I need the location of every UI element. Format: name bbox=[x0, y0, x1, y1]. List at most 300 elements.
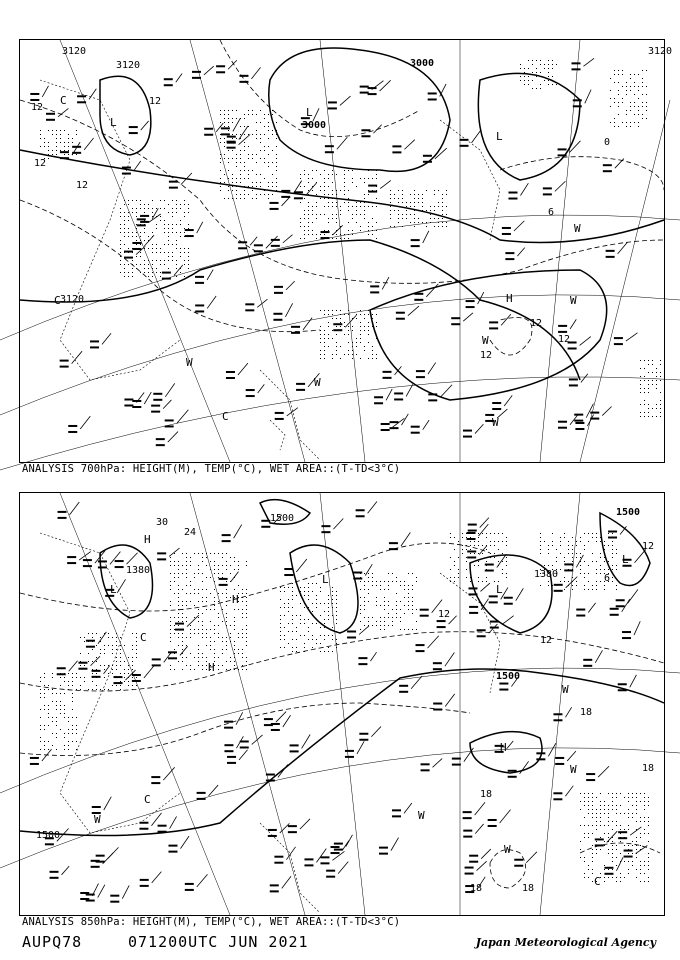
wet-dot bbox=[308, 222, 309, 223]
wet-dot bbox=[164, 252, 165, 253]
wet-dot bbox=[630, 102, 631, 103]
wet-dot bbox=[264, 146, 265, 147]
wet-dot bbox=[614, 126, 615, 127]
wet-dot bbox=[186, 577, 187, 578]
wet-dot bbox=[608, 849, 609, 850]
wet-dot bbox=[312, 210, 313, 211]
wet-dot bbox=[376, 206, 377, 207]
station-mark bbox=[618, 827, 641, 839]
wet-dot bbox=[372, 230, 373, 231]
wet-dot bbox=[198, 661, 199, 662]
wet-dot bbox=[116, 645, 117, 646]
wet-dot bbox=[168, 236, 169, 237]
wet-dot bbox=[618, 102, 619, 103]
wet-dot bbox=[52, 693, 53, 694]
wet-dot bbox=[636, 801, 637, 802]
wet-dot bbox=[462, 537, 463, 538]
height-label: 3120 bbox=[62, 46, 87, 57]
wet-dot bbox=[308, 587, 309, 588]
station-mark bbox=[416, 636, 439, 652]
wet-dot bbox=[232, 158, 233, 159]
wet-dot bbox=[614, 122, 615, 123]
wet-dot bbox=[640, 865, 641, 866]
wet-dot bbox=[356, 314, 357, 315]
wet-dot bbox=[136, 232, 137, 233]
wet-dot bbox=[636, 849, 637, 850]
wet-dot bbox=[412, 585, 413, 586]
wet-dot bbox=[532, 80, 533, 81]
wet-dot bbox=[80, 677, 81, 678]
wet-dot bbox=[364, 206, 365, 207]
wet-dot bbox=[170, 669, 171, 670]
wet-dot bbox=[660, 400, 661, 401]
wet-dot bbox=[332, 218, 333, 219]
wet-dot bbox=[172, 252, 173, 253]
wet-dot bbox=[238, 637, 239, 638]
wet-dot bbox=[540, 88, 541, 89]
wet-dot bbox=[652, 408, 653, 409]
wet-dot bbox=[226, 605, 227, 606]
wet-dot bbox=[148, 272, 149, 273]
wet-dot bbox=[596, 533, 597, 534]
wet-dot bbox=[308, 619, 309, 620]
wet-dot bbox=[56, 154, 57, 155]
wet-dot bbox=[324, 234, 325, 235]
wet-dot bbox=[234, 561, 235, 562]
wet-dot bbox=[368, 310, 369, 311]
wet-dot bbox=[218, 625, 219, 626]
wet-dot bbox=[648, 384, 649, 385]
wet-dot bbox=[628, 869, 629, 870]
wet-dot bbox=[124, 216, 125, 217]
wet-dot bbox=[210, 645, 211, 646]
wet-dot bbox=[336, 194, 337, 195]
wet-dot bbox=[630, 90, 631, 91]
wet-dot bbox=[540, 585, 541, 586]
wet-dot bbox=[336, 607, 337, 608]
wet-dot bbox=[580, 565, 581, 566]
wet-dot bbox=[446, 222, 447, 223]
station-mark bbox=[463, 424, 483, 437]
wet-dot bbox=[368, 194, 369, 195]
wet-dot bbox=[124, 244, 125, 245]
wet-dot bbox=[228, 158, 229, 159]
wet-dot bbox=[84, 641, 85, 642]
wet-dot bbox=[174, 561, 175, 562]
wet-dot bbox=[218, 669, 219, 670]
wet-dot bbox=[214, 653, 215, 654]
wet-dot bbox=[572, 577, 573, 578]
station-mark bbox=[504, 588, 524, 604]
wet-dot bbox=[416, 609, 417, 610]
wet-dot bbox=[242, 589, 243, 590]
wet-dot bbox=[352, 178, 353, 179]
wet-dot bbox=[628, 793, 629, 794]
station-mark bbox=[469, 849, 491, 863]
wet-dot bbox=[190, 665, 191, 666]
wet-dot bbox=[198, 621, 199, 622]
wet-dot bbox=[68, 138, 69, 139]
wet-dot bbox=[648, 388, 649, 389]
wet-dot bbox=[404, 605, 405, 606]
wet-dot bbox=[612, 793, 613, 794]
wet-dot bbox=[184, 216, 185, 217]
wet-dot bbox=[540, 537, 541, 538]
wet-dot bbox=[132, 276, 133, 277]
wet-dot bbox=[136, 645, 137, 646]
wet-dot bbox=[372, 178, 373, 179]
wet-dot bbox=[178, 661, 179, 662]
wet-dot bbox=[56, 717, 57, 718]
station-mark bbox=[60, 351, 82, 367]
wet-dot bbox=[72, 685, 73, 686]
wet-dot bbox=[218, 613, 219, 614]
wet-dot bbox=[288, 607, 289, 608]
wet-dot bbox=[328, 194, 329, 195]
wet-dot bbox=[224, 126, 225, 127]
wet-dot bbox=[632, 841, 633, 842]
wet-dot bbox=[276, 158, 277, 159]
wet-dot bbox=[656, 368, 657, 369]
wet-dot bbox=[172, 256, 173, 257]
wet-dot bbox=[276, 166, 277, 167]
wet-dot bbox=[632, 865, 633, 866]
wet-dot bbox=[210, 641, 211, 642]
wet-dot bbox=[608, 793, 609, 794]
wet-dot bbox=[232, 198, 233, 199]
station-mark bbox=[266, 764, 288, 781]
station-mark bbox=[165, 410, 189, 428]
wet-dot bbox=[220, 110, 221, 111]
wet-dot bbox=[56, 150, 57, 151]
wet-dot bbox=[136, 657, 137, 658]
wet-dot bbox=[268, 114, 269, 115]
wet-dot bbox=[584, 573, 585, 574]
wet-dot bbox=[92, 689, 93, 690]
wet-dot bbox=[226, 669, 227, 670]
wet-dot bbox=[72, 709, 73, 710]
cold-center: C bbox=[60, 94, 67, 107]
wet-dot bbox=[540, 549, 541, 550]
wet-dot bbox=[616, 549, 617, 550]
cold-center: C bbox=[144, 793, 151, 806]
wet-dot bbox=[478, 545, 479, 546]
station-mark bbox=[92, 797, 112, 814]
wet-dot bbox=[88, 661, 89, 662]
wet-dot bbox=[218, 593, 219, 594]
wet-dot bbox=[132, 268, 133, 269]
wet-dot bbox=[344, 322, 345, 323]
wet-dot bbox=[288, 599, 289, 600]
wet-dot bbox=[430, 214, 431, 215]
wet-dot bbox=[406, 210, 407, 211]
wet-dot bbox=[220, 158, 221, 159]
wet-dot bbox=[232, 174, 233, 175]
wet-dot bbox=[644, 829, 645, 830]
wet-dot bbox=[292, 631, 293, 632]
wet-dot bbox=[372, 581, 373, 582]
wet-dot bbox=[612, 797, 613, 798]
wet-dot bbox=[630, 126, 631, 127]
wet-dot bbox=[92, 681, 93, 682]
wet-dot bbox=[188, 264, 189, 265]
product-code: AUPQ78 bbox=[22, 933, 83, 951]
wet-dot bbox=[438, 190, 439, 191]
wet-dot bbox=[604, 809, 605, 810]
wet-dot bbox=[494, 557, 495, 558]
wet-dot bbox=[234, 641, 235, 642]
wet-dot bbox=[178, 633, 179, 634]
wet-dot bbox=[248, 134, 249, 135]
wet-dot bbox=[638, 110, 639, 111]
wet-dot bbox=[176, 204, 177, 205]
wet-dot bbox=[592, 537, 593, 538]
wet-dot bbox=[100, 649, 101, 650]
wet-dot bbox=[426, 226, 427, 227]
wet-dot bbox=[328, 310, 329, 311]
wet-dot bbox=[190, 653, 191, 654]
wet-dot bbox=[368, 617, 369, 618]
wet-dot bbox=[572, 549, 573, 550]
wet-dot bbox=[548, 68, 549, 69]
wet-dot bbox=[124, 681, 125, 682]
wet-dot bbox=[596, 817, 597, 818]
wet-dot bbox=[612, 821, 613, 822]
wet-dot bbox=[372, 354, 373, 355]
wet-dot bbox=[454, 577, 455, 578]
wet-dot bbox=[498, 549, 499, 550]
wet-dot bbox=[360, 338, 361, 339]
wet-dot bbox=[272, 194, 273, 195]
wet-dot bbox=[220, 142, 221, 143]
wet-dot bbox=[584, 805, 585, 806]
wet-dot bbox=[292, 591, 293, 592]
wet-dot bbox=[402, 226, 403, 227]
wet-dot bbox=[336, 326, 337, 327]
wet-dot bbox=[548, 64, 549, 65]
wet-dot bbox=[608, 877, 609, 878]
station-mark bbox=[124, 392, 144, 406]
wet-dot bbox=[364, 589, 365, 590]
wet-dot bbox=[48, 146, 49, 147]
wet-dot bbox=[648, 364, 649, 365]
wet-dot bbox=[422, 194, 423, 195]
wet-dot bbox=[360, 326, 361, 327]
wet-dot bbox=[630, 74, 631, 75]
wet-dot bbox=[324, 623, 325, 624]
wet-dot bbox=[336, 318, 337, 319]
wet-dot bbox=[388, 617, 389, 618]
wet-dot bbox=[636, 877, 637, 878]
station-mark bbox=[58, 502, 80, 519]
wet-dot bbox=[616, 881, 617, 882]
wet-dot bbox=[224, 138, 225, 139]
wet-dot bbox=[340, 358, 341, 359]
station-mark bbox=[68, 416, 90, 433]
wet-dot bbox=[232, 122, 233, 123]
wet-dot bbox=[72, 138, 73, 139]
station-mark bbox=[284, 559, 307, 576]
station-mark bbox=[270, 876, 291, 892]
wet-dot bbox=[494, 533, 495, 534]
wet-dot bbox=[398, 210, 399, 211]
wet-dot bbox=[226, 649, 227, 650]
wet-dot bbox=[228, 170, 229, 171]
wet-dot bbox=[368, 226, 369, 227]
wet-dot bbox=[584, 833, 585, 834]
wet-dot bbox=[188, 268, 189, 269]
wet-dot bbox=[622, 98, 623, 99]
wet-dot bbox=[300, 623, 301, 624]
wet-dot bbox=[68, 134, 69, 135]
wet-dot bbox=[656, 372, 657, 373]
wet-dot bbox=[352, 330, 353, 331]
station-mark bbox=[132, 392, 151, 408]
wet-dot bbox=[332, 182, 333, 183]
station-mark bbox=[389, 532, 410, 550]
wet-dot bbox=[320, 350, 321, 351]
wet-dot bbox=[532, 72, 533, 73]
wet-dot bbox=[230, 657, 231, 658]
wet-dot bbox=[120, 232, 121, 233]
wet-dot bbox=[186, 657, 187, 658]
wet-dot bbox=[242, 657, 243, 658]
wet-dot bbox=[608, 533, 609, 534]
wet-dot bbox=[592, 857, 593, 858]
wet-dot bbox=[600, 805, 601, 806]
wet-dot bbox=[132, 677, 133, 678]
wet-dot bbox=[190, 585, 191, 586]
wet-dot bbox=[584, 877, 585, 878]
wet-dot bbox=[648, 821, 649, 822]
wet-dot bbox=[222, 637, 223, 638]
wet-dot bbox=[328, 651, 329, 652]
wet-dot bbox=[324, 358, 325, 359]
wet-dot bbox=[60, 138, 61, 139]
wet-dot bbox=[92, 661, 93, 662]
wet-dot bbox=[384, 625, 385, 626]
wet-dot bbox=[252, 158, 253, 159]
wet-dot bbox=[642, 82, 643, 83]
wet-dot bbox=[628, 861, 629, 862]
wet-dot bbox=[268, 162, 269, 163]
wet-dot bbox=[548, 545, 549, 546]
wet-dot bbox=[234, 653, 235, 654]
wet-dot bbox=[616, 569, 617, 570]
wet-dot bbox=[308, 599, 309, 600]
wet-dot bbox=[186, 617, 187, 618]
wet-dot bbox=[112, 669, 113, 670]
wet-dot bbox=[218, 553, 219, 554]
wet-dot bbox=[336, 643, 337, 644]
wet-dot bbox=[640, 376, 641, 377]
wet-dot bbox=[148, 268, 149, 269]
wet-dot bbox=[234, 609, 235, 610]
wet-dot bbox=[648, 865, 649, 866]
wet-dot bbox=[652, 372, 653, 373]
wet-dot bbox=[490, 541, 491, 542]
wet-dot bbox=[168, 204, 169, 205]
station-mark bbox=[553, 707, 571, 721]
wet-dot bbox=[648, 408, 649, 409]
wet-dot bbox=[332, 310, 333, 311]
wet-dot bbox=[210, 561, 211, 562]
wet-dot bbox=[636, 821, 637, 822]
wet-dot bbox=[328, 206, 329, 207]
station-plots bbox=[30, 58, 637, 446]
wet-dot bbox=[434, 210, 435, 211]
wet-dot bbox=[630, 110, 631, 111]
temperature-contours bbox=[20, 40, 664, 355]
wet-dot bbox=[372, 625, 373, 626]
wet-dot bbox=[120, 637, 121, 638]
wet-dot bbox=[352, 350, 353, 351]
wet-dot bbox=[244, 150, 245, 151]
wet-dot bbox=[328, 338, 329, 339]
wet-dot bbox=[404, 581, 405, 582]
wet-dot bbox=[372, 346, 373, 347]
wet-dot bbox=[410, 202, 411, 203]
wet-dot bbox=[384, 589, 385, 590]
wet-dot bbox=[316, 202, 317, 203]
wet-dot bbox=[232, 134, 233, 135]
wet-dot bbox=[312, 623, 313, 624]
wet-dot bbox=[450, 533, 451, 534]
wet-dot bbox=[144, 204, 145, 205]
wet-dot bbox=[564, 561, 565, 562]
wet-dot bbox=[124, 224, 125, 225]
wet-dot bbox=[144, 264, 145, 265]
wet-dot bbox=[256, 174, 257, 175]
wet-dot bbox=[68, 146, 69, 147]
wet-dot bbox=[268, 166, 269, 167]
wet-dot bbox=[584, 549, 585, 550]
wet-dot bbox=[120, 673, 121, 674]
wet-dot bbox=[620, 825, 621, 826]
station-mark bbox=[83, 551, 105, 567]
wet-dot bbox=[360, 589, 361, 590]
wet-dot bbox=[332, 318, 333, 319]
wet-dot bbox=[170, 565, 171, 566]
station-mark bbox=[492, 395, 512, 410]
wet-dot bbox=[324, 342, 325, 343]
wet-dot bbox=[228, 126, 229, 127]
wet-dot bbox=[268, 154, 269, 155]
wet-dot bbox=[280, 647, 281, 648]
wet-dot bbox=[640, 368, 641, 369]
wet-dot bbox=[614, 70, 615, 71]
station-mark bbox=[392, 803, 412, 817]
wet-dot bbox=[40, 693, 41, 694]
wet-dot bbox=[368, 573, 369, 574]
station-mark bbox=[30, 86, 48, 101]
wet-dot bbox=[422, 206, 423, 207]
wet-dot bbox=[202, 597, 203, 598]
wet-dot bbox=[628, 817, 629, 818]
wet-dot bbox=[628, 813, 629, 814]
wet-dot bbox=[144, 208, 145, 209]
low-center: L bbox=[306, 106, 313, 119]
wet-dot bbox=[206, 661, 207, 662]
wet-dot bbox=[660, 364, 661, 365]
wet-dot bbox=[308, 631, 309, 632]
wet-dot bbox=[140, 272, 141, 273]
wet-dot bbox=[80, 653, 81, 654]
wet-dot bbox=[600, 553, 601, 554]
wet-dot bbox=[128, 665, 129, 666]
wet-dot bbox=[308, 190, 309, 191]
temperature-label: 12 bbox=[540, 635, 553, 646]
